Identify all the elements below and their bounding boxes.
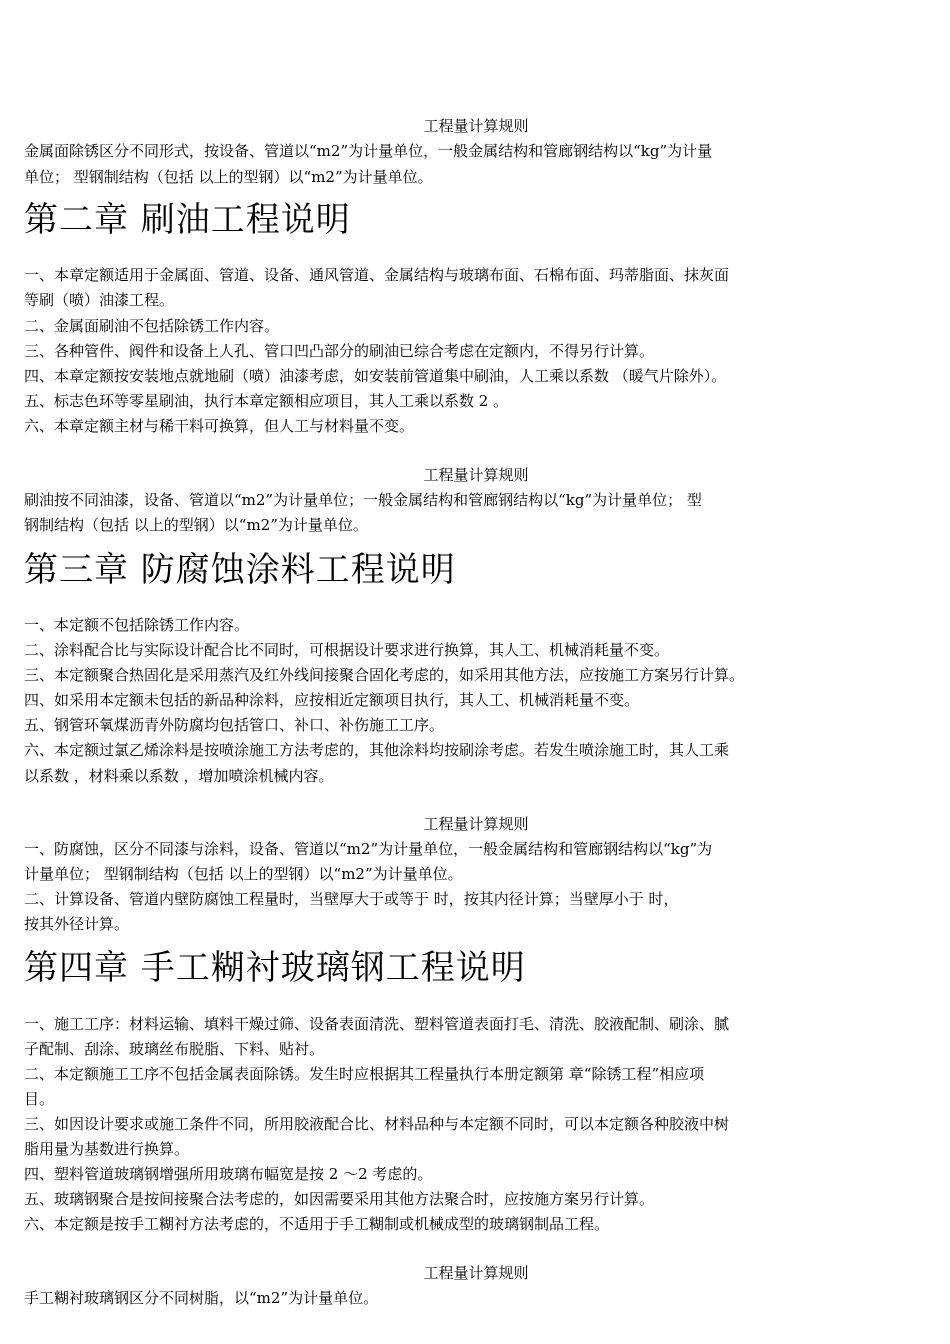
text-line: 钢制结构（包括 以上的型钢）以“m2”为计量单位。	[24, 516, 368, 534]
text-line: 一、施工工序：材料运输、填料干燥过筛、设备表面清洗、塑料管道表面打毛、清洗、胶液配制、刷涂、腻	[24, 1015, 730, 1033]
rule-title: 工程量计算规则	[423, 815, 529, 833]
text-line: 计量单位； 型钢制结构（包括 以上的型钢）以“m2”为计量单位。	[24, 865, 463, 883]
chapter-title: 第二章 刷油工程说明	[24, 200, 351, 240]
text-line: 五、标志色环等零星刷油，执行本章定额相应项目，其人工乘以系数 2 。	[24, 392, 509, 410]
text-line: 单位； 型钢制结构（包括 以上的型钢）以“m2”为计量单位。	[24, 168, 433, 186]
text-line: 按其外径计算。	[24, 915, 130, 933]
text-line: 刷油按不同油漆，设备、管道以“m2”为计量单位；一般金属结构和管廊钢结构以“kg”为计量单位； 型	[24, 491, 702, 509]
text-line: 一、本章定额适用于金属面、管道、设备、通风管道、金属结构与玻璃布面、石棉布面、玛蒂脂面、抹灰面	[24, 266, 730, 284]
text-line: 四、塑料管道玻璃钢增强所用玻璃布幅宽是按 2 ～2 考虑的。	[24, 1165, 433, 1183]
chapter-title: 第三章 防腐蚀涂料工程说明	[24, 550, 456, 590]
text-line: 等刷（喷）油漆工程。	[24, 291, 175, 309]
text-line: 二、计算设备、管道内壁防腐蚀工程量时，当壁厚大于或等于 时，按其内径计算；当壁厚小于 时，	[24, 890, 679, 908]
text-line: 二、本定额施工工序不包括金属表面除锈。发生时应根据其工程量执行本册定额第 章“除锈工程”相应项	[24, 1065, 705, 1083]
text-line: 脂用量为基数进行换算。	[24, 1140, 190, 1158]
text-line: 手工糊衬玻璃钢区分不同树脂，以“m2”为计量单位。	[24, 1289, 379, 1307]
rule-title: 工程量计算规则	[423, 117, 529, 135]
text-line: 子配制、刮涂、玻璃丝布脱脂、下料、贴衬。	[24, 1040, 325, 1058]
text-line: 六、本定额是按手工糊衬方法考虑的，不适用于手工糊制或机械成型的玻璃钢制品工程。	[24, 1215, 610, 1233]
text-line: 三、本定额聚合热固化是采用蒸汽及红外线间接聚合固化考虑的，如采用其他方法，应按施工方案另行计算。	[24, 666, 745, 684]
text-line: 四、如采用本定额未包括的新品种涂料，应按相近定额项目执行，其人工、机械消耗量不变。	[24, 691, 640, 709]
text-line: 五、玻璃钢聚合是按间接聚合法考虑的，如因需要采用其他方法聚合时，应按施方案另行计算。	[24, 1190, 655, 1208]
text-line: 五、钢管环氧煤沥青外防腐均包括管口、补口、补伤施工工序。	[24, 716, 445, 734]
text-line: 二、金属面刷油不包括除锈工作内容。	[24, 317, 280, 335]
text-line: 一、防腐蚀，区分不同漆与涂料，设备、管道以“m2”为计量单位，一般金属结构和管廊钢结构以“kg”为	[24, 840, 713, 858]
text-line: 以系数 ，材料乘以系数 ，增加喷涂机械内容。	[24, 767, 334, 785]
text-line: 三、如因设计要求或施工条件不同，所用胶液配合比、材料品种与本定额不同时，可以本定额各种胶液中树	[24, 1115, 730, 1133]
text-line: 四、本章定额按安装地点就地刷（喷）油漆考虑，如安装前管道集中刷油，人工乘以系数 （暖气片除外）。	[24, 367, 727, 385]
text-line: 目。	[24, 1090, 55, 1108]
text-line: 六、本章定额主材与稀干料可换算，但人工与材料量不变。	[24, 417, 415, 435]
text-line: 一、本定额不包括除锈工作内容。	[24, 616, 250, 634]
chapter-title: 第四章 手工糊衬玻璃钢工程说明	[24, 948, 526, 988]
rule-title: 工程量计算规则	[423, 466, 529, 484]
text-line: 金属面除锈区分不同形式，按设备、管道以“m2”为计量单位，一般金属结构和管廊钢结构以“kg”为计量	[24, 142, 713, 160]
rule-title: 工程量计算规则	[423, 1264, 529, 1282]
text-line: 三、各种管件、阀件和设备上人孔、管口凹凸部分的刷油已综合考虑在定额内，不得另行计算。	[24, 342, 655, 360]
text-line: 二、涂料配合比与实际设计配合比不同时，可根据设计要求进行换算，其人工、机械消耗量不变。	[24, 641, 670, 659]
text-line: 六、本定额过氯乙烯涂料是按喷涂施工方法考虑的，其他涂料均按刷涂考虑。若发生喷涂施工时，其人工乘	[24, 741, 730, 759]
